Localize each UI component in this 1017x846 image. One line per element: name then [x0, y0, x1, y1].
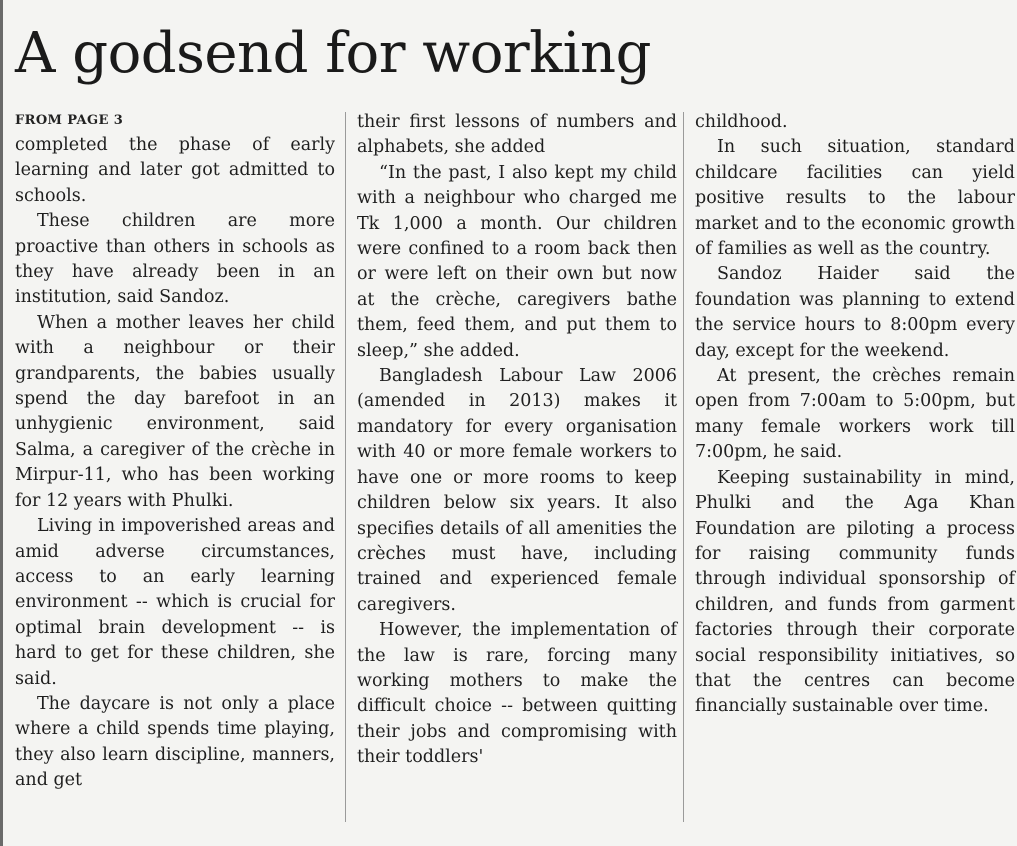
- paragraph: These children are more proactive than others in schools as they have already been in an institution, said Sandoz.: [15, 211, 335, 308]
- paragraph: Bangladesh Labour Law 2006 (amended in 2013) makes it mandatory for every organisation with 40 or more female workers to have one or more rooms to keep children below six years. It also specifies details of all amenities the crèches must have, including trained and experienced female caregivers.: [357, 366, 677, 615]
- article-column-1: [15, 110, 335, 794]
- paragraph: At present, the crèches remain open from 7:00am to 5:00pm, but many female workers work till 7:00pm, he said.: [695, 366, 1015, 463]
- headline: A godsend for working: [15, 21, 651, 86]
- paragraph: “In the past, I also kept my child with a neighbour who charged me Tk 1,000 a month. Our children were confined to a room back then or were left on their own but now at the crèche, caregivers bathe them, feed them, and put them to sleep,” she added.: [357, 162, 677, 361]
- article-column-3: [695, 110, 1015, 720]
- paragraph: Keeping sustainability in mind, Phulki and the Aga Khan Foundation are piloting a process for raising community funds through individual sponsorship of children, and funds from garment factories through their corporate social responsibility initiatives, so that the centres can become financially sustainable over time.: [695, 467, 1015, 717]
- paragraph: The daycare is not only a place where a child spends time playing, they also learn discipline, manners, and get: [15, 693, 335, 791]
- paragraph: Sandoz Haider said the foundation was planning to extend the service hours to 8:00pm every day, except for the weekend.: [695, 264, 1015, 361]
- paragraph: When a mother leaves her child with a neighbour or their grandparents, the babies usually spend the day barefoot in an unhygienic environment, said Salma, a caregiver of the crèche in Mirpur-11, who has been working for 12 years with Phulki.: [15, 312, 335, 511]
- paragraph: their first lessons of numbers and alphabets, she added: [357, 112, 677, 158]
- jump-line: FROM PAGE 3: [15, 113, 124, 128]
- paragraph: Living in impoverished areas and amid adverse circumstances, access to an early learning environment -- which is crucial for optimal brain development -- is hard to get for these children, she said.: [15, 516, 335, 689]
- paragraph: However, the implementation of the law is rare, forcing many working mothers to make the difficult choice -- between quitting their jobs and compromising with their toddlers': [357, 620, 677, 768]
- column-divider: [683, 112, 684, 822]
- paragraph: In such situation, standard childcare facilities can yield positive results to the labour market and to the economic growth of families as well as the country.: [695, 137, 1015, 260]
- paragraph: completed the phase of early learning and later got admitted to schools.: [15, 135, 335, 206]
- column-divider: [345, 112, 346, 822]
- paragraph: childhood.: [695, 112, 788, 132]
- article-column-2: [357, 110, 677, 771]
